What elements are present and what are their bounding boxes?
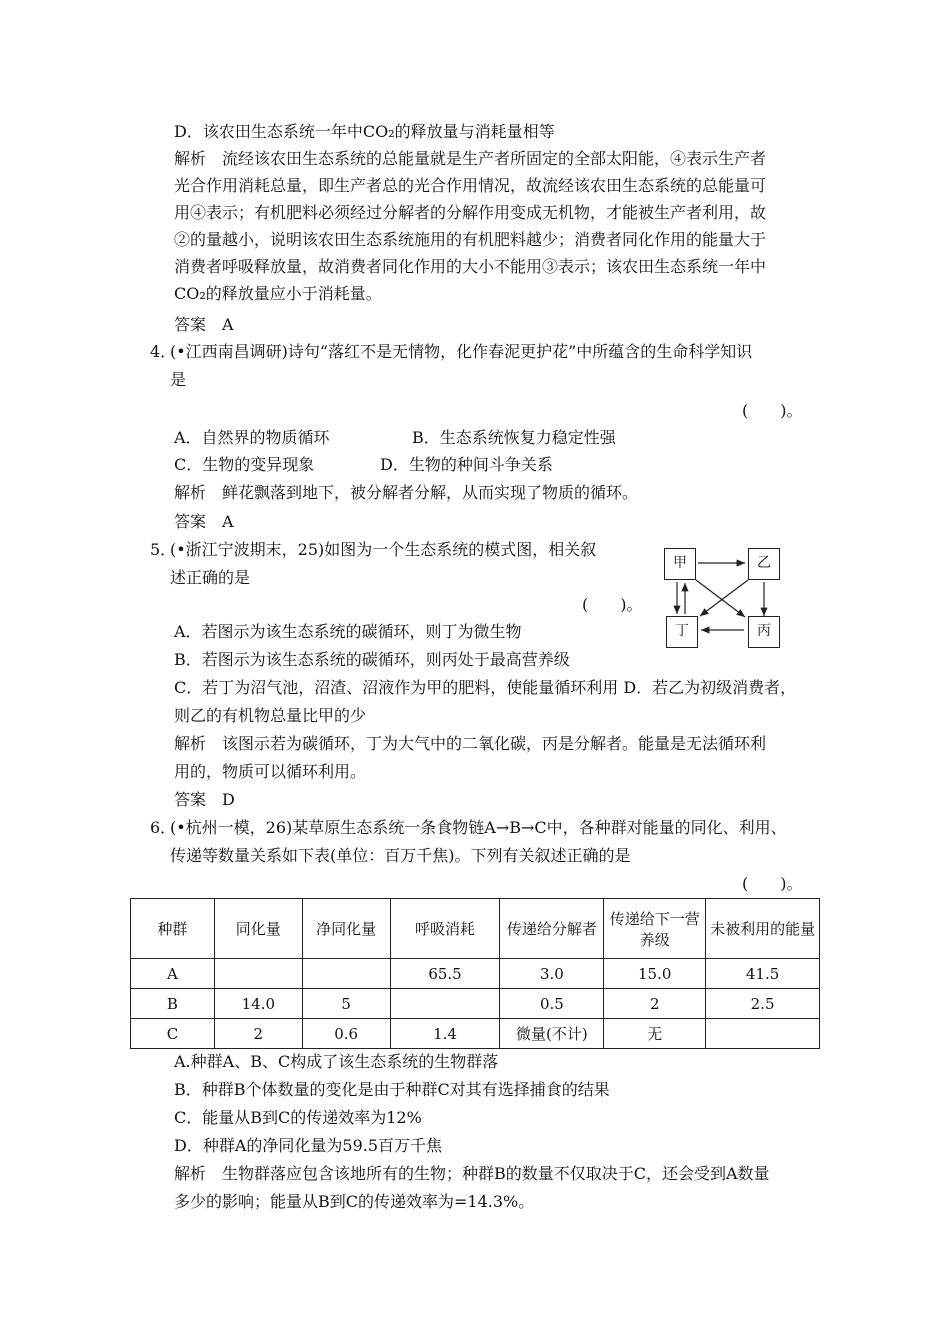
node-ding: 丁 — [666, 616, 698, 648]
table-cell: 2 — [604, 989, 706, 1019]
q6-option-b: B．种群B个体数量的变化是由于种群C对其有选择捕食的结果 — [174, 1080, 610, 1099]
q5-option-b: B．若图示为该生态系统的碳循环，则丙处于最高营养级 — [174, 650, 570, 669]
table-cell: 0.5 — [500, 989, 604, 1019]
q4-option-a: A．自然界的物质循环 — [174, 428, 330, 447]
q4-option-c: C．生物的变异现象 — [174, 455, 315, 474]
table-cell: 3.0 — [500, 959, 604, 989]
q5-analysis: 用的，物质可以循环利用。 — [174, 762, 367, 781]
table-cell: C — [131, 1019, 215, 1049]
table-cell: 无 — [604, 1019, 706, 1049]
q3-option-d: D．该农田生态系统一年中CO₂的释放量与消耗量相等 — [174, 122, 555, 141]
table-cell: 0.6 — [302, 1019, 390, 1049]
q3-analysis-line: 解析 流经该农田生态系统的总能量就是生产者所固定的全部太阳能，④表示生产者 — [174, 149, 767, 168]
table-cell: A — [131, 959, 215, 989]
q5-stem: 述正确的是 — [170, 568, 251, 587]
q6-number: 6． — [150, 818, 177, 837]
q4-option-b: B．生态系统恢复力稳定性强 — [412, 428, 616, 447]
energy-table — [130, 898, 820, 1049]
q3-analysis-line: 消费者呼吸释放量，故消费者同化作用的大小不能用③表示；该农田生态系统一年中 — [174, 257, 767, 276]
table-header: 同化量 — [214, 899, 302, 959]
node-bing: 丙 — [748, 616, 780, 648]
q6-stem: (•杭州一模，26)某草原生态系统一条食物链A→B→C中，各种群对能量的同化、利用、 — [170, 818, 787, 837]
q6-option-d: D．种群A的净同化量为59.5百万千焦 — [174, 1136, 443, 1155]
table-header: 传递给分解者 — [500, 899, 604, 959]
q6-answer-blank: ( )。 — [742, 874, 803, 893]
table-cell: B — [131, 989, 215, 1019]
table-row — [131, 989, 820, 1019]
q3-analysis-line: CO₂的释放量应小于消耗量。 — [174, 284, 382, 303]
table-cell: 2 — [214, 1019, 302, 1049]
q6-analysis: 解析 生物群落应包含该地所有的生物；种群B的数量不仅取决于C，还会受到A数量 — [174, 1164, 770, 1183]
q3-analysis-line: 用④表示；有机肥料必须经过分解者的分解作用变成无机物，才能被生产者利用，故 — [174, 203, 767, 222]
table-row — [131, 959, 820, 989]
q5-number: 5． — [150, 540, 177, 559]
q4-option-d: D．生物的种间斗争关系 — [380, 455, 553, 474]
table-cell: 微量(不计) — [500, 1019, 604, 1049]
q3-analysis-line: ②的量越小，说明该农田生态系统施用的有机肥料越少；消费者同化作用的能量大于 — [174, 230, 767, 249]
q4-stem: 是 — [170, 370, 187, 389]
q6-option-c: C．能量从B到C的传递效率为12% — [174, 1108, 422, 1127]
table-header: 净同化量 — [302, 899, 390, 959]
q5-analysis: 解析 该图示若为碳循环，丁为大气中的二氧化碳，丙是分解者。能量是无法循环利 — [174, 734, 767, 753]
table-cell — [390, 989, 500, 1019]
table-cell — [302, 959, 390, 989]
q5-answer-blank: ( )。 — [582, 595, 643, 614]
q4-analysis: 解析 鲜花飘落到地下，被分解者分解，从而实现了物质的循环。 — [174, 483, 639, 502]
q5-stem: (•浙江宁波期末，25)如图为一个生态系统的模式图，相关叙 — [170, 540, 597, 559]
table-cell: 14.0 — [214, 989, 302, 1019]
q4-stem: (•江西南昌调研)诗句“落红不是无情物，化作春泥更护花”中所蕴含的生命科学知识 — [170, 342, 753, 361]
table-cell — [706, 1019, 820, 1049]
table-cell: 5 — [302, 989, 390, 1019]
table-cell: 15.0 — [604, 959, 706, 989]
q5-answer: 答案 D — [174, 790, 235, 809]
table-cell: 41.5 — [706, 959, 820, 989]
table-header: 传递给下一营养级 — [604, 899, 706, 959]
table-cell: 1.4 — [390, 1019, 500, 1049]
q5-option-c-continued: 则乙的有机物总量比甲的少 — [174, 706, 367, 725]
table-header-row — [131, 899, 820, 959]
q6-stem: 传递等数量关系如下表(单位：百万千焦)。下列有关叙述正确的是 — [170, 846, 631, 865]
q3-analysis-line: 光合作用消耗总量，即生产者总的光合作用情况，故流经该农田生态系统的总能量可 — [174, 176, 767, 195]
q5-option-a: A．若图示为该生态系统的碳循环，则丁为微生物 — [174, 622, 522, 641]
q6-analysis: 多少的影响；能量从B到C的传递效率为=14.3%。 — [174, 1192, 535, 1211]
q3-answer: 答案 A — [174, 315, 234, 334]
table-row — [131, 1019, 820, 1049]
table-cell: 2.5 — [706, 989, 820, 1019]
table-cell — [214, 959, 302, 989]
q4-answer-blank: ( )。 — [742, 401, 803, 420]
table-cell: 65.5 — [390, 959, 500, 989]
node-jia: 甲 — [664, 548, 696, 580]
ecosystem-diagram — [660, 546, 790, 652]
q6-option-a: A.种群A、B、C构成了该生态系统的生物群落 — [174, 1052, 499, 1071]
q4-answer: 答案 A — [174, 512, 234, 531]
q5-option-c: C．若丁为沼气池，沼渣、沼液作为甲的肥料，使能量循环利用 D．若乙为初级消费者， — [174, 678, 797, 697]
table-header: 未被利用的能量 — [706, 899, 820, 959]
table-header: 呼吸消耗 — [390, 899, 500, 959]
node-yi: 乙 — [748, 548, 780, 580]
q4-number: 4． — [150, 342, 177, 361]
table-header: 种群 — [131, 899, 215, 959]
